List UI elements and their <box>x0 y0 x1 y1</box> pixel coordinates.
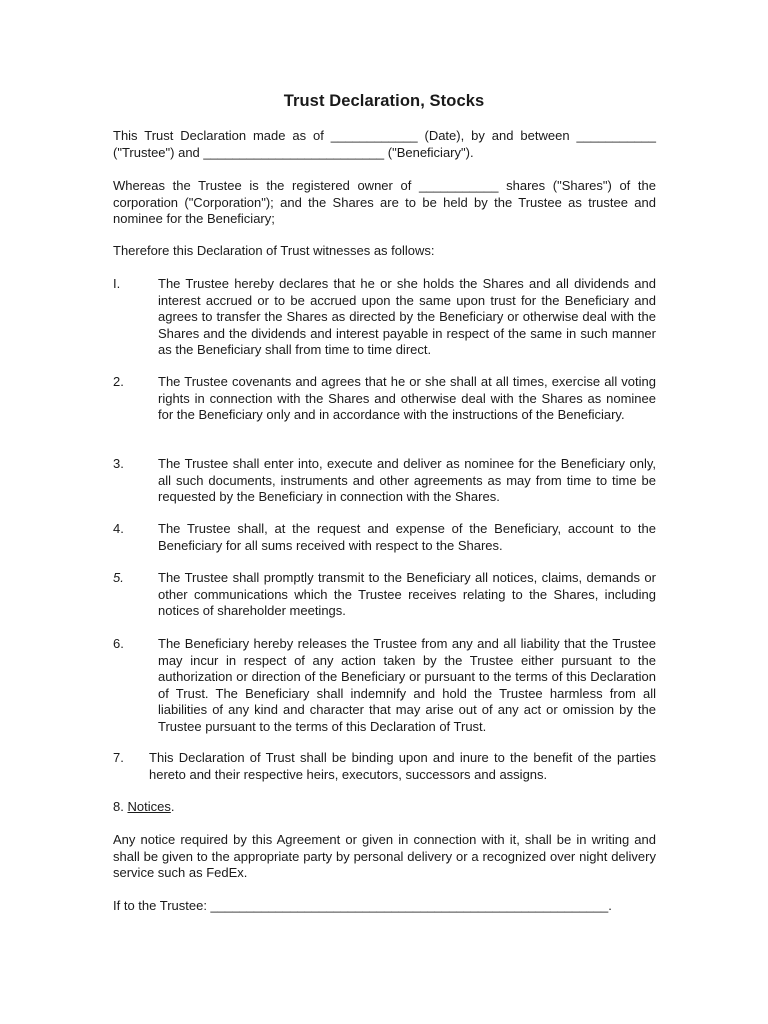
notices-heading-label: Notices <box>127 799 171 814</box>
notices-heading <box>113 799 656 816</box>
clause-text: The Beneficiary hereby releases the Trustee from any and all liability that the Trustee may incur in respect of any action taken by the Trustee either pursuant to the authorization or direction of the Beneficiary or pursuant to the terms of this Declaration of Trust. The Beneficiary shall indemnify and hold the Trustee harmless from all liabilities of any kind and character that may arise out of any act or omission by the Trustee pursuant to the terms of this Declaration of Trust. <box>158 636 656 734</box>
clause-number: 4. <box>113 521 124 536</box>
notice-paragraph: Any notice required by this Agreement or given in connection with it, shall be in writing and shall be given to the appropriate party by personal delivery or a recognized over night delivery service such as FedEx. <box>113 832 656 880</box>
notices-number: 8. <box>113 799 128 814</box>
clause-text: The Trustee shall enter into, execute and deliver as nominee for the Beneficiary only, all such documents, instruments and other agreements as may from time to time be requested by the Beneficiary in connection with the Shares. <box>158 456 656 504</box>
clause-number: 3. <box>113 456 124 471</box>
clause-number: I. <box>113 276 121 291</box>
clause-number: 6. <box>113 636 124 651</box>
therefore-paragraph: Therefore this Declaration of Trust witnesses as follows: <box>113 243 435 258</box>
clause-text: This Declaration of Trust shall be binding upon and inure to the benefit of the parties hereto and their respective heirs, executors, successors and assigns. <box>149 750 656 782</box>
clause-number: 5. <box>113 570 124 585</box>
clause-text: The Trustee covenants and agrees that he or she shall at all times, exercise all voting rights in connection with the Shares and otherwise deal with the Shares as nominee for the Beneficiary only and in accordance with the instructions of the Beneficiary. <box>158 374 656 422</box>
clause-text: The Trustee hereby declares that he or she holds the Shares and all dividends and interest accrued or to be accrued upon the same upon trust for the Beneficiary and agrees to transfer the Shares as directed by the Beneficiary or otherwise deal with the Shares and the dividends and interest payable in respect of the same in such manner as the Beneficiary shall from time to time direct. <box>158 276 656 357</box>
clause-number: 7. <box>113 750 124 765</box>
intro-paragraph: This Trust Declaration made as of ____________ (Date), by and between ___________ ("Trustee") and _________________________ ("Beneficiary"). <box>113 128 656 160</box>
notices-period: . <box>170 799 175 814</box>
whereas-paragraph: Whereas the Trustee is the registered owner of ___________ shares ("Shares") of the corporation ("Corporation"); and the Shares are to be held by the Trustee as trustee and nominee for the Beneficiary; <box>113 178 656 226</box>
clause-text: The Trustee shall, at the request and expense of the Beneficiary, account to the Beneficiary for all sums received with respect to the Shares. <box>158 521 656 553</box>
clause-number: 2. <box>113 374 124 389</box>
document-title: Trust Declaration, Stocks <box>283 92 485 110</box>
clause-text: The Trustee shall promptly transmit to the Beneficiary all notices, claims, demands or other communications which the Trustee receives relating to the Shares, including notices of shareholder meetings. <box>158 570 656 618</box>
trustee-address-line: If to the Trustee: _______________________________________________________. <box>113 898 612 913</box>
